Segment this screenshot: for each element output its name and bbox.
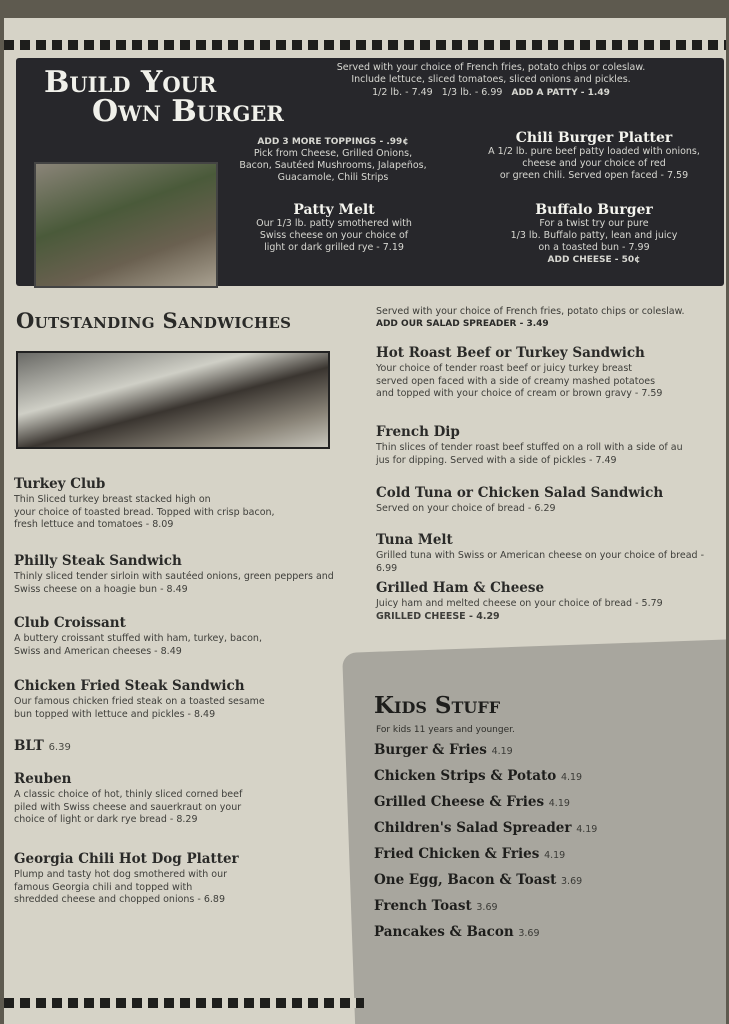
chili-platter-name: Chili Burger Platter — [515, 130, 673, 146]
item-name-row — [14, 738, 71, 754]
buffalo-name: Buffalo Burger — [535, 202, 653, 218]
item-desc-line: Our famous chicken fried steak on a toasted sesame — [14, 696, 265, 707]
item-desc-line: and topped with your choice of cream or brown gravy - 7.59 — [376, 388, 663, 399]
item-desc-line: famous Georgia chili and topped with — [14, 881, 193, 893]
kids-item-price: 4.19 — [544, 850, 566, 861]
kids-item-price: 3.69 — [476, 902, 498, 913]
add-salad-spreader: ADD OUR SALAD SPREADER - 3.49 — [376, 319, 549, 329]
item-name: Chicken Fried Steak Sandwich — [14, 678, 245, 694]
kids-item-name: Chicken Strips & Potato — [374, 768, 557, 784]
kids-item — [374, 742, 513, 758]
burger-intro — [326, 62, 656, 99]
kids-item-price: 4.19 — [560, 772, 583, 783]
item-desc-line: shredded cheese and chopped onions - 6.89 — [14, 894, 225, 905]
toppings-line2: Bacon, Sautéed Mushrooms, Jalapeños, — [239, 160, 427, 171]
buffalo-add-cheese: ADD CHEESE - 50¢ — [547, 255, 641, 265]
kids-item — [374, 872, 582, 888]
item-name: Philly Steak Sandwich — [14, 553, 182, 569]
add-patty: ADD A PATTY - 1.49 — [511, 88, 610, 98]
item-desc-line: fresh lettuce and tomatoes - 8.09 — [14, 519, 174, 530]
kids-item-price: 4.19 — [548, 798, 570, 809]
kids-item — [374, 820, 597, 836]
item-name: Tuna Melt — [376, 532, 453, 548]
item-desc-line: A buttery croissant stuffed with ham, turkey, bacon, — [14, 633, 262, 644]
buffalo-line1: For a twist try our pure — [539, 218, 649, 229]
item-price: 6.39 — [48, 742, 71, 753]
item-name: Turkey Club — [14, 476, 106, 492]
kids-item-price: 3.69 — [518, 928, 540, 939]
toppings-block — [228, 136, 438, 184]
menu-item — [376, 485, 663, 516]
kids-item-price: 4.19 — [491, 746, 513, 757]
item-name: French Dip — [376, 424, 460, 440]
item-desc-line: Thin slices of tender roast beef stuffed on a roll with a side of au — [376, 442, 683, 453]
menu-item — [14, 738, 71, 756]
item-desc-line: Swiss and American cheeses - 8.49 — [14, 645, 182, 657]
sandwiches-intro-text: Served with your choice of French fries, potato chips or coleslaw. — [376, 306, 685, 317]
patty-melt-block — [234, 204, 434, 254]
grilled-cheese-addon: GRILLED CHEESE - 4.29 — [376, 610, 500, 622]
checkered-border-bottom — [4, 998, 364, 1008]
patty-melt-line3: light or dark grilled rye - 7.19 — [264, 242, 404, 253]
burger-photo — [34, 162, 218, 288]
chili-platter-line1: A 1/2 lb. pure beef patty loaded with onions, — [488, 146, 700, 157]
menu-item — [14, 851, 239, 907]
item-name: Club Croissant — [14, 615, 126, 631]
menu-page — [4, 18, 726, 1024]
burger-section — [16, 58, 724, 286]
chili-platter-block — [464, 132, 724, 182]
kids-item — [374, 924, 540, 940]
item-name: Cold Tuna or Chicken Salad Sandwich — [376, 485, 664, 501]
menu-item — [14, 615, 262, 658]
checkered-border-top — [4, 40, 726, 50]
burger-intro-line2: Include lettuce, sliced tomatoes, sliced onions and pickles. — [351, 74, 631, 85]
item-desc-line: Juicy ham and melted cheese on your choice of bread - 5.79 — [376, 598, 663, 609]
item-desc-line: your choice of toasted bread. Topped with crisp bacon, — [14, 506, 275, 518]
item-desc-line: served open faced with a side of creamy mashed potatoes — [376, 375, 656, 387]
menu-item — [376, 532, 726, 575]
toppings-heading: ADD 3 MORE TOPPINGS - .99¢ — [257, 137, 409, 147]
item-name: BLT — [14, 738, 44, 754]
kids-item-price: 3.69 — [561, 876, 583, 887]
price-third-lb: 1/3 lb. - 6.99 — [441, 87, 503, 98]
kids-item — [374, 794, 570, 810]
item-name: Hot Roast Beef or Turkey Sandwich — [376, 345, 645, 361]
burger-title-line1: Build Your — [44, 65, 217, 100]
kids-subtitle: For kids 11 years and younger. — [376, 725, 515, 735]
price-half-lb: 1/2 lb. - 7.49 — [372, 87, 433, 98]
burger-section-title — [44, 65, 284, 129]
item-desc-line: Served on your choice of bread - 6.29 — [376, 503, 556, 514]
chili-platter-line2: cheese and your choice of red — [522, 158, 666, 169]
item-desc-line: bun topped with lettuce and pickles - 8.49 — [14, 708, 216, 720]
sandwiches-title: Outstanding Sandwiches — [16, 308, 292, 333]
patty-melt-name: Patty Melt — [293, 202, 375, 218]
buffalo-line2: 1/3 lb. Buffalo patty, lean and juicy — [510, 230, 678, 241]
item-name: Georgia Chili Hot Dog Platter — [14, 851, 239, 867]
kids-item-name: French Toast — [374, 898, 472, 914]
kids-item-name: Grilled Cheese & Fries — [374, 794, 545, 810]
item-name: Reuben — [14, 771, 72, 787]
kids-title: Kids Stuff — [374, 692, 501, 719]
menu-item — [14, 476, 275, 532]
kids-item-name: One Egg, Bacon & Toast — [374, 872, 557, 888]
item-desc-line: piled with Swiss cheese and sauerkraut on your — [14, 801, 242, 813]
buffalo-line3: on a toasted bun - 7.99 — [538, 242, 650, 253]
menu-item — [14, 553, 334, 596]
item-desc-line: Grilled tuna with Swiss or American cheese on your choice of bread - 6.99 — [376, 550, 705, 574]
menu-item — [14, 678, 265, 721]
burger-intro-line1: Served with your choice of French fries, potato chips or coleslaw. — [336, 62, 646, 73]
burger-title-line2: Own Burger — [92, 94, 284, 129]
sandwiches-intro — [376, 306, 685, 330]
patty-melt-line2: Swiss cheese on your choice of — [259, 230, 409, 241]
burger-prices — [326, 87, 656, 99]
toppings-line1: Pick from Cheese, Grilled Onions, — [253, 148, 413, 159]
item-desc-line: Plump and tasty hot dog smothered with our — [14, 869, 228, 880]
item-desc-line: choice of light or dark rye bread - 8.29 — [14, 814, 198, 825]
menu-item — [376, 580, 663, 623]
kids-item-name: Fried Chicken & Fries — [374, 846, 540, 862]
kids-item — [374, 768, 582, 784]
kids-item-price: 4.19 — [576, 824, 598, 835]
kids-item-name: Pancakes & Bacon — [374, 924, 514, 940]
item-name: Grilled Ham & Cheese — [376, 580, 545, 596]
kids-item — [374, 846, 565, 862]
menu-item — [376, 345, 662, 401]
patty-melt-line1: Our 1/3 lb. patty smothered with — [256, 218, 412, 229]
item-desc-line: A classic choice of hot, thinly sliced corned beef — [14, 789, 243, 800]
item-desc-line: Thin Sliced turkey breast stacked high on — [14, 494, 211, 505]
buffalo-block — [484, 204, 704, 266]
item-desc-line: Your choice of tender roast beef or juicy turkey breast — [376, 363, 633, 374]
item-desc-line: Swiss cheese on a hoagie bun - 8.49 — [14, 583, 188, 595]
menu-item — [376, 424, 683, 467]
toppings-line3: Guacamole, Chili Strips — [277, 172, 389, 183]
item-desc-line: jus for dipping. Served with a side of pickles - 7.49 — [376, 454, 617, 466]
kids-item — [374, 898, 498, 914]
item-desc-line: Thinly sliced tender sirloin with sautéed onions, green peppers and — [14, 571, 334, 582]
menu-item — [14, 771, 242, 827]
kids-item-name: Burger & Fries — [374, 742, 487, 758]
chili-platter-line3: or green chili. Served open faced - 7.59 — [499, 170, 689, 181]
sandwich-photo — [16, 351, 330, 449]
kids-item-name: Children's Salad Spreader — [374, 820, 572, 836]
